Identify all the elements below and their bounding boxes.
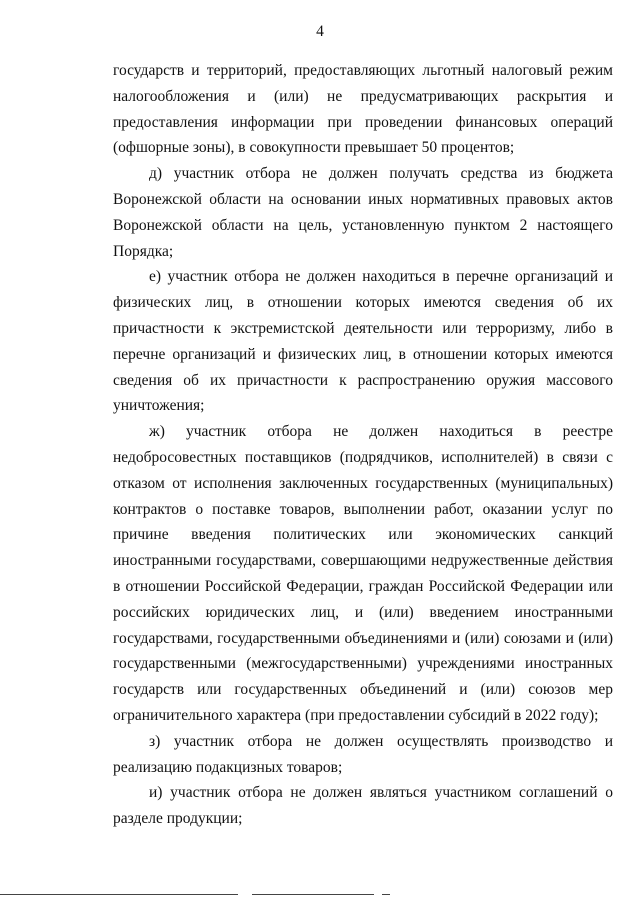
scan-edge-segment [0,894,238,895]
paragraph-item-zh: ж) участник отбора не должен находиться в реестре недобросовестных поставщиков (подрядчиков, исполнителей) в связи с отказом от исполнения заключенных государственных (муниципальных) контрактов о поставке товаров, выполнении работ, оказании услуг по причине введения политических или экономических санкций иностранными государствами, совершающими недружественные действия в отношении Российской Федерации, граждан Российской Федерации или российских юридических лиц, и (или) введением иностранными государствами, государственными объединениями и (или) союзами и (или) государственными (межгосударственными) учреждениями иностранных государств или государственных объединений и (или) союзов мер ограничительного характера (при предоставлении субсидий в 2022 году); [113,423,613,724]
paragraph-continuation: государств и территорий, предоставляющих льготный налоговый режим налогообложения и (или) не предусматривающих раскрытия и предоставления информации при проведении финансовых операций (офшорные зоны), в совокупности превышает 50 процентов; [113,62,613,157]
paragraph-item-d: д) участник отбора не должен получать средства из бюджета Воронежской области на основании иных нормативных правовых актов Воронежской области на цель, установленную пунктом 2 настоящего Порядка; [113,165,613,260]
paragraph-item-z: з) участник отбора не должен осуществлять производство и реализацию подакцизных товаров; [113,732,613,776]
scan-edge-segment [252,894,374,895]
paragraph-item-i: и) участник отбора не должен являться участником соглашений о разделе продукции; [113,784,613,828]
document-body [113,58,613,832]
scan-edge-segment [382,894,390,895]
page-number: 4 [316,23,324,40]
scan-edge-line [0,890,640,901]
paragraph-item-e: е) участник отбора не должен находиться в перечне организаций и физических лиц, в отношении которых имеются сведения об их причастности к экстремистской деятельности или терроризму, либо в перечне организаций и физических лиц, в отношении которых имеются сведения об их причастности к распространению оружия массового уничтожения; [113,268,613,415]
